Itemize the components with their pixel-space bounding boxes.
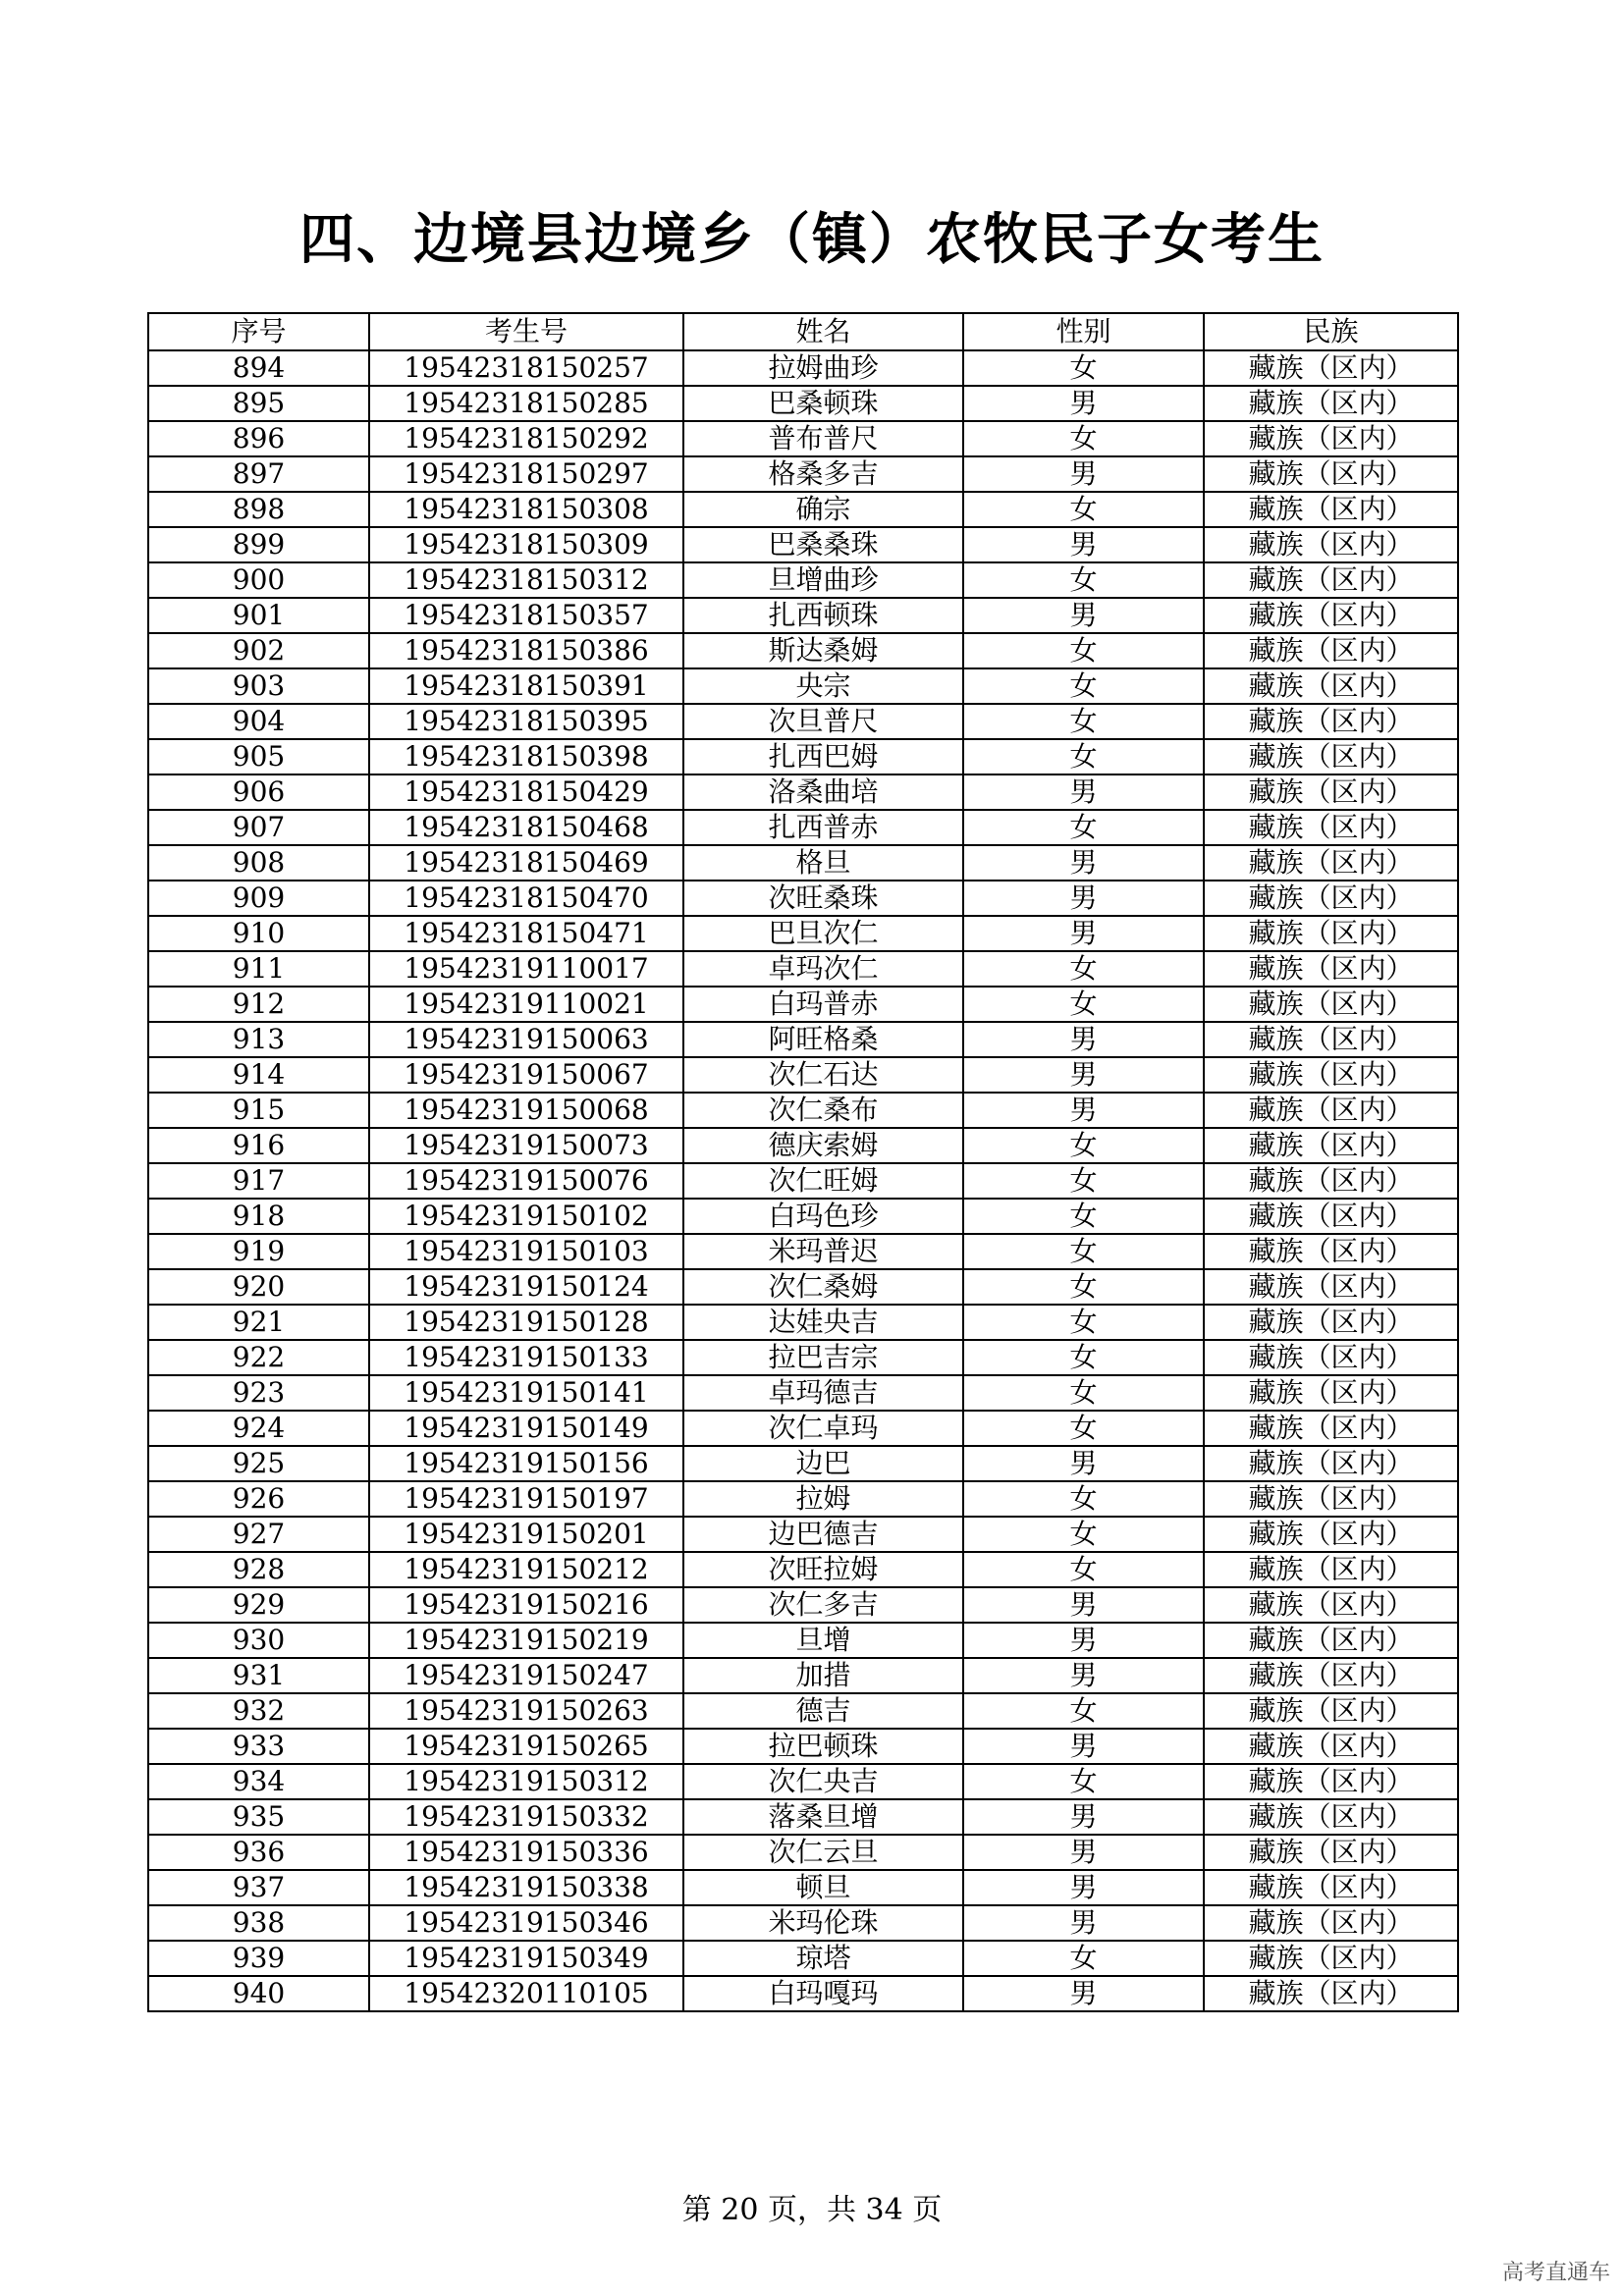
cell-exam-id: 19542319150336 xyxy=(369,1835,683,1870)
cell-exam-id: 19542318150285 xyxy=(369,386,683,421)
cell-ethnicity: 藏族（区内） xyxy=(1204,1835,1458,1870)
cell-exam-id: 19542318150309 xyxy=(369,527,683,562)
cell-gender: 女 xyxy=(963,668,1204,704)
header-gender: 性别 xyxy=(963,313,1204,350)
table-row xyxy=(148,1093,1458,1128)
cell-exam-id: 19542318150398 xyxy=(369,739,683,774)
cell-name: 巴桑顿珠 xyxy=(683,386,963,421)
cell-ethnicity: 藏族（区内） xyxy=(1204,1340,1458,1375)
cell-exam-id: 19542319150197 xyxy=(369,1481,683,1517)
cell-name: 旦增曲珍 xyxy=(683,562,963,598)
cell-seq: 924 xyxy=(148,1411,369,1446)
cell-seq: 920 xyxy=(148,1269,369,1305)
cell-gender: 男 xyxy=(963,1022,1204,1057)
cell-gender: 女 xyxy=(963,951,1204,987)
cell-gender: 女 xyxy=(963,1411,1204,1446)
cell-gender: 男 xyxy=(963,1057,1204,1093)
cell-exam-id: 19542319150349 xyxy=(369,1941,683,1976)
cell-name: 琼塔 xyxy=(683,1941,963,1976)
cell-exam-id: 19542319150219 xyxy=(369,1623,683,1658)
cell-gender: 男 xyxy=(963,527,1204,562)
cell-name: 次仁桑布 xyxy=(683,1093,963,1128)
cell-gender: 女 xyxy=(963,1199,1204,1234)
cell-exam-id: 19542318150471 xyxy=(369,916,683,951)
table-row xyxy=(148,951,1458,987)
cell-name: 次仁多吉 xyxy=(683,1587,963,1623)
cell-gender: 女 xyxy=(963,1517,1204,1552)
cell-ethnicity: 藏族（区内） xyxy=(1204,562,1458,598)
cell-name: 扎西顿珠 xyxy=(683,598,963,633)
cell-name: 边巴德吉 xyxy=(683,1517,963,1552)
table-row xyxy=(148,1905,1458,1941)
cell-exam-id: 19542318150470 xyxy=(369,881,683,916)
cell-name: 米玛伦珠 xyxy=(683,1905,963,1941)
table-row xyxy=(148,1234,1458,1269)
cell-name: 次旺拉姆 xyxy=(683,1552,963,1587)
cell-seq: 932 xyxy=(148,1693,369,1729)
cell-name: 巴桑桑珠 xyxy=(683,527,963,562)
cell-seq: 923 xyxy=(148,1375,369,1411)
candidate-table xyxy=(147,312,1459,2012)
table-row xyxy=(148,1658,1458,1693)
table-row xyxy=(148,1799,1458,1835)
table-row xyxy=(148,1163,1458,1199)
cell-ethnicity: 藏族（区内） xyxy=(1204,1905,1458,1941)
cell-ethnicity: 藏族（区内） xyxy=(1204,1199,1458,1234)
cell-ethnicity: 藏族（区内） xyxy=(1204,1375,1458,1411)
cell-seq: 914 xyxy=(148,1057,369,1093)
cell-name: 巴旦次仁 xyxy=(683,916,963,951)
cell-gender: 男 xyxy=(963,456,1204,492)
cell-seq: 896 xyxy=(148,421,369,456)
cell-seq: 913 xyxy=(148,1022,369,1057)
cell-ethnicity: 藏族（区内） xyxy=(1204,421,1458,456)
cell-seq: 905 xyxy=(148,739,369,774)
cell-gender: 男 xyxy=(963,845,1204,881)
cell-gender: 女 xyxy=(963,1552,1204,1587)
cell-gender: 男 xyxy=(963,1870,1204,1905)
cell-name: 次旺桑珠 xyxy=(683,881,963,916)
watermark-text: 高考直通车 xyxy=(1501,2261,1610,2285)
cell-ethnicity: 藏族（区内） xyxy=(1204,1022,1458,1057)
table-row xyxy=(148,633,1458,668)
cell-ethnicity: 藏族（区内） xyxy=(1204,1481,1458,1517)
cell-seq: 940 xyxy=(148,1976,369,2011)
cell-gender: 女 xyxy=(963,1481,1204,1517)
cell-exam-id: 19542319150149 xyxy=(369,1411,683,1446)
cell-ethnicity: 藏族（区内） xyxy=(1204,845,1458,881)
cell-name: 边巴 xyxy=(683,1446,963,1481)
table-row xyxy=(148,1128,1458,1163)
cell-seq: 926 xyxy=(148,1481,369,1517)
cell-seq: 903 xyxy=(148,668,369,704)
cell-name: 次仁石达 xyxy=(683,1057,963,1093)
cell-gender: 女 xyxy=(963,987,1204,1022)
cell-ethnicity: 藏族（区内） xyxy=(1204,386,1458,421)
cell-ethnicity: 藏族（区内） xyxy=(1204,774,1458,810)
table-row xyxy=(148,1411,1458,1446)
cell-ethnicity: 藏族（区内） xyxy=(1204,1799,1458,1835)
cell-exam-id: 19542319150076 xyxy=(369,1163,683,1199)
header-seq: 序号 xyxy=(148,313,369,350)
cell-ethnicity: 藏族（区内） xyxy=(1204,1587,1458,1623)
cell-seq: 931 xyxy=(148,1658,369,1693)
cell-name: 洛桑曲培 xyxy=(683,774,963,810)
cell-gender: 男 xyxy=(963,881,1204,916)
cell-gender: 女 xyxy=(963,810,1204,845)
cell-name: 卓玛次仁 xyxy=(683,951,963,987)
table-row xyxy=(148,562,1458,598)
cell-exam-id: 19542319150133 xyxy=(369,1340,683,1375)
cell-gender: 女 xyxy=(963,704,1204,739)
table-row xyxy=(148,774,1458,810)
cell-name: 拉巴吉宗 xyxy=(683,1340,963,1375)
cell-exam-id: 19542319150247 xyxy=(369,1658,683,1693)
cell-ethnicity: 藏族（区内） xyxy=(1204,598,1458,633)
cell-exam-id: 19542319150073 xyxy=(369,1128,683,1163)
cell-name: 央宗 xyxy=(683,668,963,704)
cell-exam-id: 19542319110017 xyxy=(369,951,683,987)
cell-name: 加措 xyxy=(683,1658,963,1693)
cell-ethnicity: 藏族（区内） xyxy=(1204,1411,1458,1446)
cell-exam-id: 19542318150468 xyxy=(369,810,683,845)
cell-ethnicity: 藏族（区内） xyxy=(1204,1693,1458,1729)
cell-seq: 902 xyxy=(148,633,369,668)
cell-ethnicity: 藏族（区内） xyxy=(1204,1764,1458,1799)
cell-exam-id: 19542319150103 xyxy=(369,1234,683,1269)
cell-seq: 908 xyxy=(148,845,369,881)
cell-seq: 936 xyxy=(148,1835,369,1870)
cell-gender: 女 xyxy=(963,1375,1204,1411)
cell-gender: 男 xyxy=(963,1093,1204,1128)
table-row xyxy=(148,881,1458,916)
cell-gender: 男 xyxy=(963,1623,1204,1658)
table-row xyxy=(148,492,1458,527)
cell-exam-id: 19542318150386 xyxy=(369,633,683,668)
cell-seq: 907 xyxy=(148,810,369,845)
cell-seq: 935 xyxy=(148,1799,369,1835)
cell-name: 次仁桑姆 xyxy=(683,1269,963,1305)
cell-exam-id: 19542319150263 xyxy=(369,1693,683,1729)
cell-seq: 930 xyxy=(148,1623,369,1658)
cell-ethnicity: 藏族（区内） xyxy=(1204,916,1458,951)
cell-seq: 937 xyxy=(148,1870,369,1905)
header-ethnicity: 民族 xyxy=(1204,313,1458,350)
table-row xyxy=(148,1764,1458,1799)
cell-ethnicity: 藏族（区内） xyxy=(1204,1234,1458,1269)
cell-seq: 911 xyxy=(148,951,369,987)
table-row xyxy=(148,1552,1458,1587)
cell-ethnicity: 藏族（区内） xyxy=(1204,987,1458,1022)
table-row xyxy=(148,1446,1458,1481)
cell-ethnicity: 藏族（区内） xyxy=(1204,1870,1458,1905)
cell-gender: 男 xyxy=(963,1976,1204,2011)
cell-seq: 916 xyxy=(148,1128,369,1163)
cell-ethnicity: 藏族（区内） xyxy=(1204,1163,1458,1199)
cell-ethnicity: 藏族（区内） xyxy=(1204,881,1458,916)
cell-gender: 女 xyxy=(963,1128,1204,1163)
cell-exam-id: 19542318150395 xyxy=(369,704,683,739)
cell-exam-id: 19542319150156 xyxy=(369,1446,683,1481)
cell-exam-id: 19542319150212 xyxy=(369,1552,683,1587)
cell-gender: 女 xyxy=(963,421,1204,456)
cell-exam-id: 19542318150429 xyxy=(369,774,683,810)
cell-ethnicity: 藏族（区内） xyxy=(1204,456,1458,492)
cell-ethnicity: 藏族（区内） xyxy=(1204,1128,1458,1163)
table-row xyxy=(148,1835,1458,1870)
cell-ethnicity: 藏族（区内） xyxy=(1204,1517,1458,1552)
table-row xyxy=(148,1870,1458,1905)
cell-ethnicity: 藏族（区内） xyxy=(1204,1057,1458,1093)
cell-gender: 女 xyxy=(963,1305,1204,1340)
cell-seq: 919 xyxy=(148,1234,369,1269)
table-row xyxy=(148,1517,1458,1552)
table-row xyxy=(148,1375,1458,1411)
cell-exam-id: 19542319150068 xyxy=(369,1093,683,1128)
cell-name: 顿旦 xyxy=(683,1870,963,1905)
cell-exam-id: 19542318150312 xyxy=(369,562,683,598)
cell-gender: 男 xyxy=(963,1446,1204,1481)
cell-name: 斯达桑姆 xyxy=(683,633,963,668)
cell-ethnicity: 藏族（区内） xyxy=(1204,527,1458,562)
table-row xyxy=(148,421,1458,456)
cell-ethnicity: 藏族（区内） xyxy=(1204,1305,1458,1340)
cell-name: 次仁旺姆 xyxy=(683,1163,963,1199)
cell-name: 拉姆 xyxy=(683,1481,963,1517)
page-footer: 第 20 页，共 34 页 xyxy=(681,2193,943,2227)
cell-exam-id: 19542319150312 xyxy=(369,1764,683,1799)
cell-ethnicity: 藏族（区内） xyxy=(1204,1093,1458,1128)
cell-exam-id: 19542320110105 xyxy=(369,1976,683,2011)
cell-gender: 男 xyxy=(963,1799,1204,1835)
table-row xyxy=(148,1941,1458,1976)
cell-ethnicity: 藏族（区内） xyxy=(1204,1976,1458,2011)
cell-gender: 女 xyxy=(963,1941,1204,1976)
cell-exam-id: 19542318150308 xyxy=(369,492,683,527)
table-row xyxy=(148,668,1458,704)
cell-seq: 898 xyxy=(148,492,369,527)
cell-exam-id: 19542318150391 xyxy=(369,668,683,704)
cell-gender: 女 xyxy=(963,1340,1204,1375)
table-row xyxy=(148,1022,1458,1057)
cell-ethnicity: 藏族（区内） xyxy=(1204,668,1458,704)
header-exam-id: 考生号 xyxy=(369,313,683,350)
cell-gender: 女 xyxy=(963,492,1204,527)
cell-seq: 904 xyxy=(148,704,369,739)
cell-gender: 男 xyxy=(963,916,1204,951)
cell-gender: 男 xyxy=(963,386,1204,421)
cell-name: 扎西普赤 xyxy=(683,810,963,845)
cell-name: 白玛嘎玛 xyxy=(683,1976,963,2011)
cell-seq: 934 xyxy=(148,1764,369,1799)
cell-ethnicity: 藏族（区内） xyxy=(1204,739,1458,774)
cell-gender: 女 xyxy=(963,1693,1204,1729)
cell-exam-id: 19542318150469 xyxy=(369,845,683,881)
cell-seq: 906 xyxy=(148,774,369,810)
table-row xyxy=(148,1481,1458,1517)
cell-exam-id: 19542319150124 xyxy=(369,1269,683,1305)
cell-gender: 女 xyxy=(963,350,1204,386)
cell-ethnicity: 藏族（区内） xyxy=(1204,350,1458,386)
cell-name: 旦增 xyxy=(683,1623,963,1658)
table-row xyxy=(148,1693,1458,1729)
cell-gender: 男 xyxy=(963,1835,1204,1870)
cell-gender: 男 xyxy=(963,1658,1204,1693)
cell-exam-id: 19542318150292 xyxy=(369,421,683,456)
cell-exam-id: 19542319150201 xyxy=(369,1517,683,1552)
cell-ethnicity: 藏族（区内） xyxy=(1204,1941,1458,1976)
cell-ethnicity: 藏族（区内） xyxy=(1204,810,1458,845)
cell-ethnicity: 藏族（区内） xyxy=(1204,1552,1458,1587)
cell-gender: 女 xyxy=(963,1163,1204,1199)
table-row xyxy=(148,527,1458,562)
cell-exam-id: 19542319150216 xyxy=(369,1587,683,1623)
cell-name: 拉姆曲珍 xyxy=(683,350,963,386)
table-row xyxy=(148,1269,1458,1305)
cell-exam-id: 19542319110021 xyxy=(369,987,683,1022)
cell-seq: 928 xyxy=(148,1552,369,1587)
cell-name: 扎西巴姆 xyxy=(683,739,963,774)
table-row xyxy=(148,810,1458,845)
cell-name: 次仁云旦 xyxy=(683,1835,963,1870)
table-header-row xyxy=(148,313,1458,350)
table-row xyxy=(148,1587,1458,1623)
page-title: 四、边境县边境乡（镇）农牧民子女考生 xyxy=(299,208,1325,272)
cell-name: 拉巴顿珠 xyxy=(683,1729,963,1764)
cell-exam-id: 19542318150357 xyxy=(369,598,683,633)
cell-gender: 女 xyxy=(963,739,1204,774)
cell-exam-id: 19542319150141 xyxy=(369,1375,683,1411)
cell-gender: 男 xyxy=(963,774,1204,810)
cell-name: 卓玛德吉 xyxy=(683,1375,963,1411)
cell-name: 落桑旦增 xyxy=(683,1799,963,1835)
cell-seq: 917 xyxy=(148,1163,369,1199)
cell-name: 次旦普尺 xyxy=(683,704,963,739)
cell-exam-id: 19542319150063 xyxy=(369,1022,683,1057)
cell-ethnicity: 藏族（区内） xyxy=(1204,492,1458,527)
table-body xyxy=(148,350,1458,2011)
cell-name: 次仁卓玛 xyxy=(683,1411,963,1446)
cell-name: 普布普尺 xyxy=(683,421,963,456)
cell-gender: 男 xyxy=(963,1905,1204,1941)
table-row xyxy=(148,350,1458,386)
cell-name: 确宗 xyxy=(683,492,963,527)
cell-seq: 901 xyxy=(148,598,369,633)
cell-ethnicity: 藏族（区内） xyxy=(1204,1446,1458,1481)
cell-name: 德吉 xyxy=(683,1693,963,1729)
cell-gender: 男 xyxy=(963,1587,1204,1623)
table-row xyxy=(148,1729,1458,1764)
cell-exam-id: 19542318150297 xyxy=(369,456,683,492)
cell-exam-id: 19542319150067 xyxy=(369,1057,683,1093)
cell-seq: 909 xyxy=(148,881,369,916)
cell-exam-id: 19542319150265 xyxy=(369,1729,683,1764)
cell-name: 达娃央吉 xyxy=(683,1305,963,1340)
cell-ethnicity: 藏族（区内） xyxy=(1204,1729,1458,1764)
table-row xyxy=(148,1305,1458,1340)
cell-seq: 925 xyxy=(148,1446,369,1481)
cell-seq: 915 xyxy=(148,1093,369,1128)
table-row xyxy=(148,987,1458,1022)
cell-gender: 女 xyxy=(963,1764,1204,1799)
cell-exam-id: 19542319150332 xyxy=(369,1799,683,1835)
cell-seq: 900 xyxy=(148,562,369,598)
table-row xyxy=(148,704,1458,739)
cell-seq: 927 xyxy=(148,1517,369,1552)
table-row xyxy=(148,1057,1458,1093)
cell-exam-id: 19542319150102 xyxy=(369,1199,683,1234)
table-row xyxy=(148,845,1458,881)
header-name: 姓名 xyxy=(683,313,963,350)
table-row xyxy=(148,456,1458,492)
cell-ethnicity: 藏族（区内） xyxy=(1204,951,1458,987)
cell-seq: 899 xyxy=(148,527,369,562)
cell-seq: 922 xyxy=(148,1340,369,1375)
cell-gender: 女 xyxy=(963,1269,1204,1305)
cell-name: 白玛色珍 xyxy=(683,1199,963,1234)
cell-name: 格旦 xyxy=(683,845,963,881)
table-row xyxy=(148,1976,1458,2011)
cell-ethnicity: 藏族（区内） xyxy=(1204,704,1458,739)
cell-name: 阿旺格桑 xyxy=(683,1022,963,1057)
cell-name: 德庆索姆 xyxy=(683,1128,963,1163)
table-row xyxy=(148,1340,1458,1375)
cell-name: 次仁央吉 xyxy=(683,1764,963,1799)
cell-gender: 女 xyxy=(963,633,1204,668)
table-row xyxy=(148,386,1458,421)
cell-seq: 912 xyxy=(148,987,369,1022)
cell-seq: 895 xyxy=(148,386,369,421)
table-row xyxy=(148,1623,1458,1658)
cell-ethnicity: 藏族（区内） xyxy=(1204,633,1458,668)
cell-seq: 921 xyxy=(148,1305,369,1340)
cell-seq: 897 xyxy=(148,456,369,492)
cell-seq: 894 xyxy=(148,350,369,386)
cell-gender: 男 xyxy=(963,1729,1204,1764)
cell-name: 米玛普迟 xyxy=(683,1234,963,1269)
cell-exam-id: 19542319150128 xyxy=(369,1305,683,1340)
table-row xyxy=(148,598,1458,633)
table-row xyxy=(148,916,1458,951)
cell-exam-id: 19542319150346 xyxy=(369,1905,683,1941)
cell-seq: 938 xyxy=(148,1905,369,1941)
cell-seq: 933 xyxy=(148,1729,369,1764)
cell-seq: 939 xyxy=(148,1941,369,1976)
cell-name: 格桑多吉 xyxy=(683,456,963,492)
table-row xyxy=(148,739,1458,774)
cell-gender: 女 xyxy=(963,562,1204,598)
cell-name: 白玛普赤 xyxy=(683,987,963,1022)
table-row xyxy=(148,1199,1458,1234)
cell-gender: 女 xyxy=(963,1234,1204,1269)
cell-seq: 910 xyxy=(148,916,369,951)
cell-seq: 918 xyxy=(148,1199,369,1234)
cell-ethnicity: 藏族（区内） xyxy=(1204,1269,1458,1305)
cell-exam-id: 19542318150257 xyxy=(369,350,683,386)
cell-gender: 男 xyxy=(963,598,1204,633)
cell-ethnicity: 藏族（区内） xyxy=(1204,1623,1458,1658)
cell-seq: 929 xyxy=(148,1587,369,1623)
cell-exam-id: 19542319150338 xyxy=(369,1870,683,1905)
cell-ethnicity: 藏族（区内） xyxy=(1204,1658,1458,1693)
